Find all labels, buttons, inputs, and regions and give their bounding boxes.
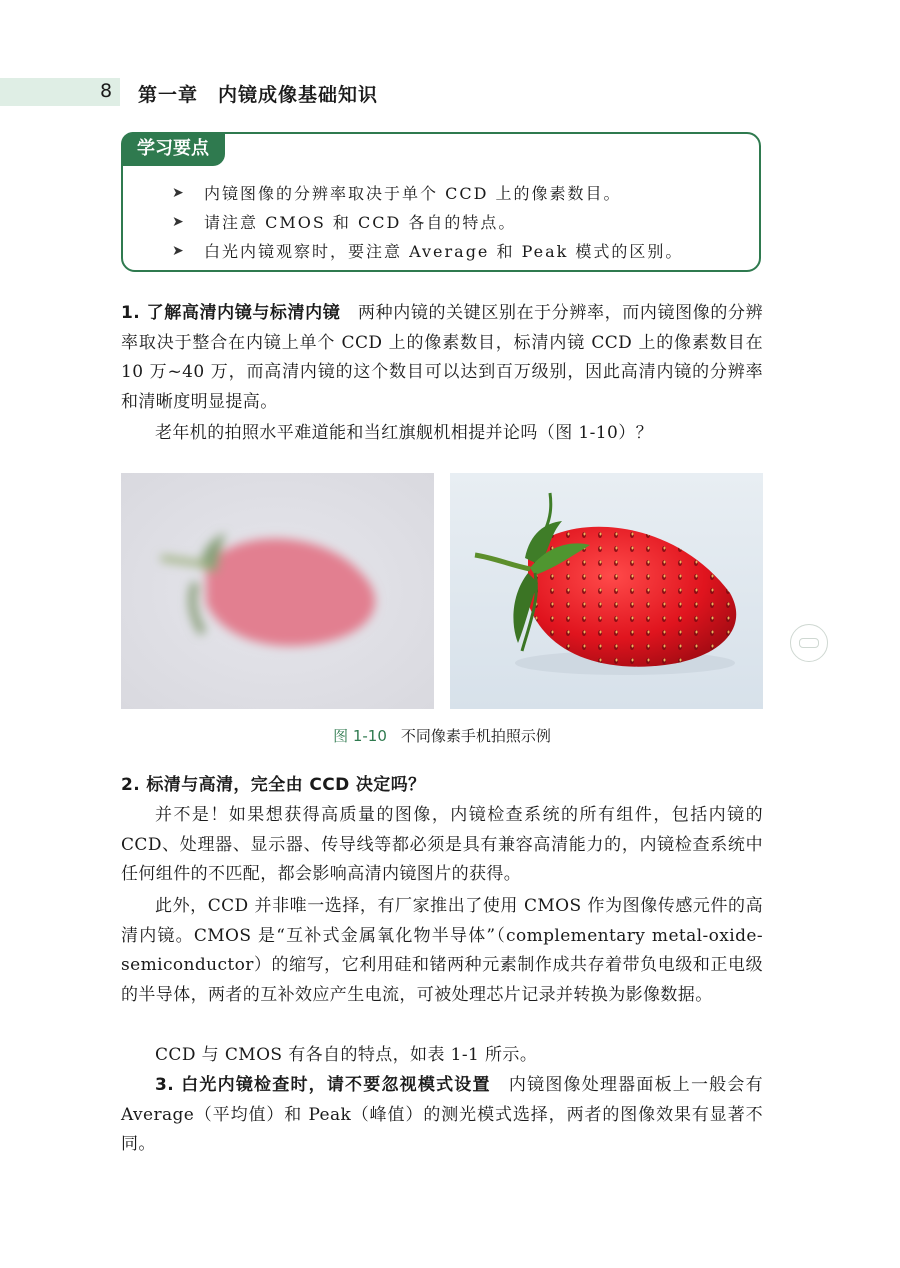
key-points-title: 学习要点 bbox=[121, 132, 225, 166]
section-2-paragraph-2: 此外，CCD 并非唯一选择，有厂家推出了使用 CMOS 作为图像传感元件的高清内镜。CMOS 是“互补式金属氧化物半导体”（complementary metal-oxide-semiconductor）的缩写，它利用硅和锗两种元素制作成共存着带负电级和正电级的半导体，两者的互补效应产生电流，可被处理芯片记录并转换为影像数据。 bbox=[121, 896, 763, 1005]
chapter-title: 第一章 内镜成像基础知识 bbox=[138, 84, 379, 106]
arrow-bullet-icon: ➤ bbox=[172, 184, 186, 201]
figure-number: 图 1-10 bbox=[333, 727, 387, 745]
arrow-bullet-icon: ➤ bbox=[172, 242, 186, 259]
section-2-paragraph-1: 并不是！如果想获得高质量的图像，内镜检查系统的所有组件，包括内镜的 CCD、处理器、显示器、传导线等都必须是具有兼容高清能力的，内镜检查系统中任何组件的不匹配，都会影响高清内镜图片的获得。 bbox=[121, 805, 763, 884]
key-points-list bbox=[172, 178, 683, 265]
page-number: 8 bbox=[100, 80, 113, 102]
publisher-watermark-icon bbox=[790, 624, 828, 662]
section-2-heading: 2. 标清与高清，完全由 CCD 决定吗？ bbox=[121, 775, 426, 795]
clear-strawberry-photo bbox=[450, 473, 763, 709]
figure-caption-text: 不同像素手机拍照示例 bbox=[400, 727, 551, 745]
blurry-strawberry-photo bbox=[121, 473, 434, 709]
figure-caption bbox=[121, 725, 763, 746]
section-2-paragraph-3: CCD 与 CMOS 有各自的特点，如表 1-1 所示。 bbox=[155, 1045, 538, 1065]
section-3-paragraph: 3. 白光内镜检查时，请不要忽视模式设置 内镜图像处理器面板上一般会有 Average（平均值）和 Peak（峰值）的测光模式选择，两者的图像效果有显著不同。 bbox=[121, 1075, 763, 1154]
section-3-heading: 3. 白光内镜检查时，请不要忽视模式设置 bbox=[155, 1075, 491, 1095]
section-1-paragraph: 1. 了解高清内镜与标清内镜 两种内镜的关键区别在于分辨率，而内镜图像的分辨率取决于整合在内镜上单个 CCD 上的像素数目，标清内镜 CCD 上的像素数目在 10 万~40 万，而高清内镜的这个数目可以达到百万级别，因此高清内镜的分辨率和清晰度明显提高。 bbox=[121, 303, 763, 412]
key-point-item: ➤ 请注意 CMOS 和 CCD 各自的特点。 bbox=[172, 213, 517, 232]
arrow-bullet-icon: ➤ bbox=[172, 213, 186, 230]
section-1-heading: 1. 了解高清内镜与标清内镜 bbox=[121, 303, 341, 323]
section-1-question: 老年机的拍照水平难道能和当红旗舰机相提并论吗（图 1-10）？ bbox=[155, 423, 653, 443]
key-point-item: ➤ 内镜图像的分辨率取决于单个 CCD 上的像素数目。 bbox=[172, 184, 622, 203]
section-2-heading-line bbox=[121, 771, 763, 801]
key-point-item: ➤ 白光内镜观察时，要注意 Average 和 Peak 模式的区别。 bbox=[172, 242, 684, 261]
